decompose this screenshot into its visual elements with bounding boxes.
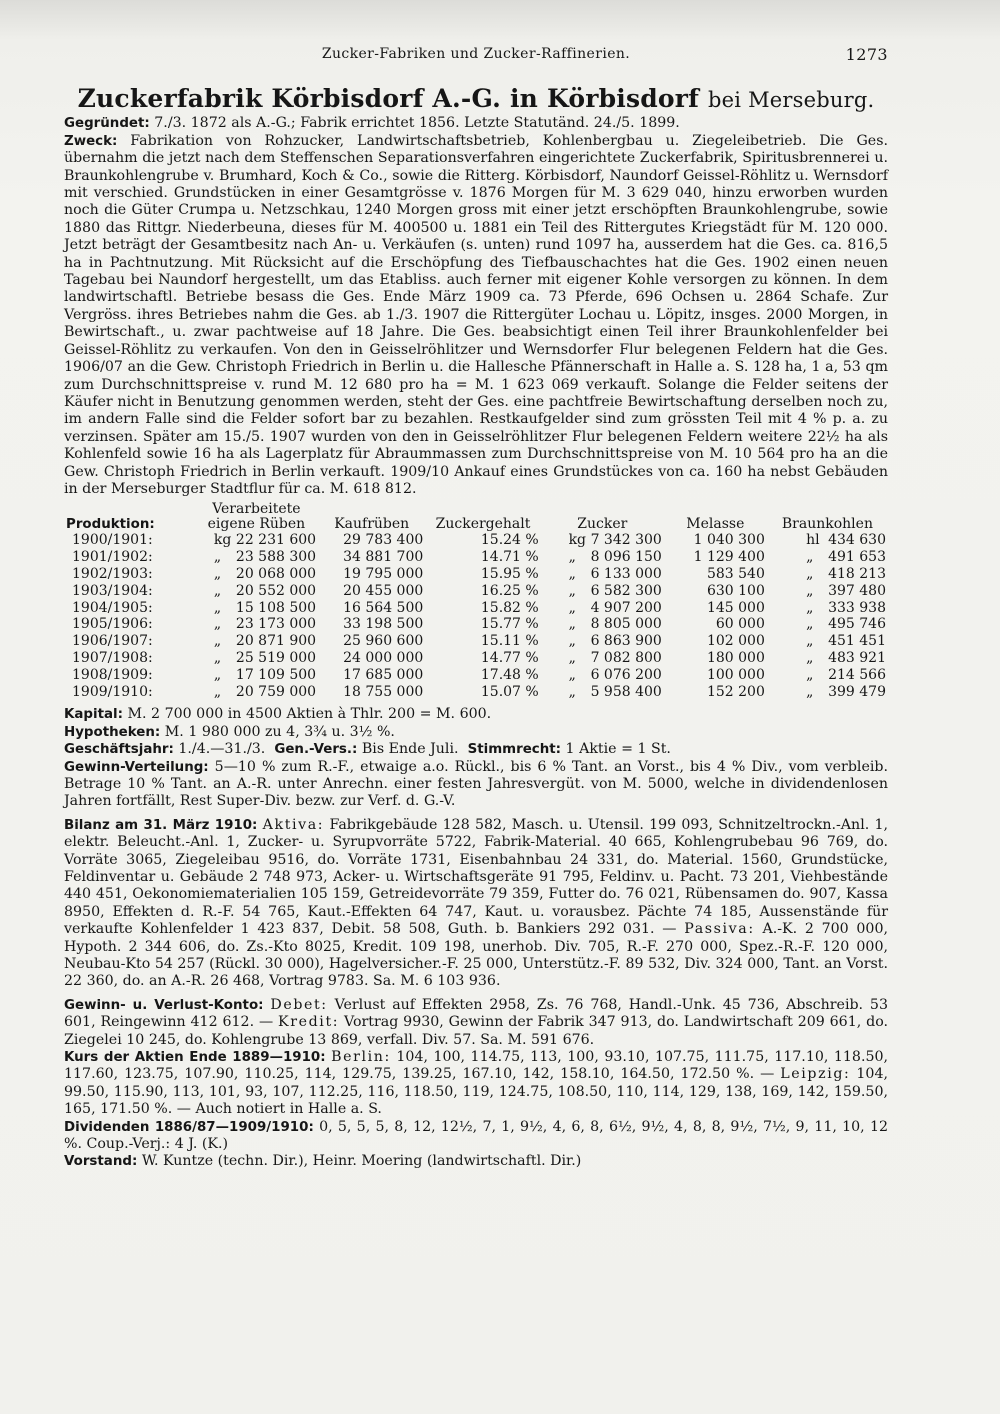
production-unit: „ (568, 599, 576, 616)
text-hypotheken: M. 1 980 000 zu 4, 3¾ u. 3½ %. (164, 723, 395, 740)
production-year: 1906/1907: (72, 633, 153, 650)
col-braunkohlen: Braunkohlen (781, 516, 873, 533)
production-kauf-cell (318, 684, 425, 701)
production-row (64, 600, 888, 617)
production-zucker: 6 582 300 (590, 582, 662, 599)
text-zweck: Fabrikation von Rohzucker, Landwirtschaftsbetrieb, Kohlenbergbau u. Ziegeleibetrieb. Die Ges. übernahm die jetzt nach dem Steffenschen Separationsverfahren eingerichtete Zuckerfabrik, Spiritusbrennerei u. Braunkohlengrube v. Brumhard, Koch & Co., sowie die Ritterg. Körbisdorf, Naundorf Geissel-Röhlitz u. Wernsdorf mit verschied. Grundstücken in einer Gesamtgrösse v. 1876 Morgen für M. 3 629 040, hinzu erworben wurden noch die Güter Crumpa u. Netzschkau, 1240 Morgen gross mit einer jetzt erschöpften Braunkohlengrube, sowie 1880 das Rittgr. Niederbeuna, dieses für M. 400500 u. 1881 ein Teil des Rittergutes Kriegstädt für M. 120 000. Jetzt beträgt der Gesamtbesitz nach An- u. Verkäufen (s. unten) rund 1097 ha, ausserdem hat die Ges. ca. 816,5 ha in Pachtnutzung. Mit Rücksicht auf die Erschöpfung des Tiefbauschachtes hat die Ges. 1902 einen neuen Tagebau bei Naundorf hergestellt, um das Etabliss. auch ferner mit eigener Kohle versorgen zu können. In dem landwirtschaftl. Betriebe besass die Ges. Ende März 1909 ca. 73 Pferde, 696 Ochsen u. 2864 Schafe. Zur Vergröss. ihres Betriebes nahm die Ges. ab 1./3. 1907 die Rittergüter Lochau u. Löpitz, insges. 2000 Morgen, in Bewirtschaft., u. zwar pachtweise auf 18 Jahre. Die Ges. beabsichtigt einen Teil ihrer Braunkohlenfelder bei Geissel-Röhlitz zu verkaufen. Von den in Geisselröhlitzer und Wernsdorfer Flur belegenen Feldern hat die Ges. 1906/07 an die Gew. Christoph Friedrich in Berlin u. die Hallesche Pfännerschaft in Halle a. S. 128 ha, 1 a, 53 qm zum Durchschnittspreise v. rund M. 12 680 pro ha = M. 1 623 069 verkauft. Solange die Felder seitens der Käufer nicht in Benutzung genommen werden, steht der Ges. eine pachtfreie Bewirtschaftung derselben noch zu, im andern Falle sind die Felder sofort bar zu bezahlen. Restkaufgelder sind zum grössten Teil mit 4 % p. a. zu verzinsen. Später am 15./5. 1907 wurden von den in Geisselröhlitzer Flur belegenen Feldern weitere 22½ ha als Kohlenfeld sowie 16 ha als Lagerplatz für Abraummassen zum Durchschnittspreise von M. 10 564 pro ha an die Gew. Christoph Friedrich in Berlin verkauft. 1909/10 Ankauf eines Grundstückes von ca. 160 ha nebst Gebäuden in der Merseburger Stadtflur für ca. M. 618 812. (64, 132, 888, 497)
production-year: 1900/1901: (72, 532, 153, 549)
production-eigene: 20 552 000 (235, 582, 317, 599)
production-zucker-cell (541, 616, 664, 633)
production-unit: „ (806, 683, 814, 700)
production-eigene-cell (195, 616, 318, 633)
production-unit: „ (806, 616, 814, 633)
production-gehalt: 15.77 % (480, 616, 539, 633)
production-kohlen: 214 566 (828, 666, 886, 683)
production-unit: hl (806, 532, 820, 549)
production-row (64, 633, 888, 650)
label-dividenden: Dividenden 1886/87—1909/1910: (64, 1119, 314, 1135)
production-year: 1907/1908: (72, 649, 153, 666)
production-melasse-cell (664, 532, 767, 549)
page-number: 1273 (845, 45, 888, 64)
production-unit: „ (568, 616, 576, 633)
production-kohlen-cell (767, 583, 888, 600)
section-geschaeftsjahr (64, 741, 888, 758)
production-unit: „ (213, 599, 222, 616)
production-melasse: 145 000 (706, 599, 765, 616)
text-genvers: Bis Ende Juli. (361, 741, 459, 758)
production-melasse: 100 000 (706, 666, 765, 683)
label-gewinnverteilung: Gewinn-Verteilung: (64, 759, 209, 775)
production-zucker: 7 082 800 (590, 649, 662, 666)
production-year: 1905/1906: (72, 616, 153, 633)
production-year: 1903/1904: (72, 582, 153, 599)
production-gehalt-cell (425, 667, 540, 684)
production-zucker-cell (541, 583, 664, 600)
production-eigene: 15 108 500 (235, 599, 317, 616)
production-year: 1909/1910: (72, 683, 153, 700)
text-dividenden: 0, 5, 5, 5, 8, 12, 12½, 7, 1, 9½, 4, 6, 8, 6½, 9½, 4, 8, 8, 9½, 7½, 9, 11, 10, 12 %. Coup.-Verj.: 4 J. (K.) (64, 1118, 888, 1153)
production-kauf: 17 685 000 (343, 666, 424, 683)
production-gehalt: 17.48 % (480, 666, 539, 683)
running-header (64, 46, 888, 70)
label-vorstand: Vorstand: (64, 1154, 138, 1170)
text-gewinnverteilung: 5—10 % zum R.-F., etwaige a.o. Rückl., bis 6 % Tant. an Vorst., bis 4 % Div., vom verbleib. Betrage 10 % Tant. an A.-R. unter Anrechn. einer festen Jahresvergüt. von M. 5000, welche in dividendenlosen Jahren fortfällt, Rest Super-Div. bezw. zur Verf. d. G.-V. (64, 758, 888, 810)
text-stimmrecht: 1 Aktie = 1 St. (565, 741, 671, 758)
production-unit: „ (568, 549, 576, 566)
production-melasse: 630 100 (706, 582, 765, 599)
production-melasse: 1 040 300 (693, 532, 765, 549)
production-kauf-cell (318, 532, 425, 549)
production-gehalt-cell (425, 600, 540, 617)
production-eigene: 25 519 000 (235, 649, 317, 666)
production-gehalt: 14.71 % (480, 549, 539, 566)
production-kohlen-cell (767, 650, 888, 667)
production-eigene-cell (195, 684, 318, 701)
production-eigene: 20 871 900 (235, 633, 317, 650)
label-passiva: Passiva: (684, 921, 755, 938)
production-melasse: 102 000 (706, 633, 765, 650)
company-place: bei Merseburg. (708, 88, 875, 112)
production-row (64, 583, 888, 600)
production-unit: „ (568, 666, 576, 683)
production-kohlen: 333 938 (828, 599, 886, 616)
production-unit: „ (213, 582, 222, 599)
production-unit: „ (806, 549, 814, 566)
production-unit: „ (213, 549, 222, 566)
production-unit: „ (213, 649, 222, 666)
production-kauf: 24 000 000 (343, 649, 424, 666)
production-zucker: 7 342 300 (590, 532, 662, 549)
label-stimmrecht: Stimmrecht: (467, 742, 562, 758)
production-gehalt: 15.07 % (480, 683, 539, 700)
section-dividenden (64, 1119, 888, 1154)
production-gehalt: 16.25 % (480, 582, 539, 599)
production-eigene: 22 231 600 (235, 532, 317, 549)
label-berlin: Berlin: (331, 1049, 391, 1066)
production-unit: „ (806, 666, 814, 683)
company-title (64, 84, 888, 113)
production-unit: „ (806, 649, 814, 666)
production-unit: „ (806, 633, 814, 650)
production-kauf-cell (318, 583, 425, 600)
production-unit: „ (213, 683, 222, 700)
col-kaufrueben: Kaufrüben (334, 516, 410, 533)
production-melasse-cell (664, 549, 767, 566)
production-kohlen-cell (767, 684, 888, 701)
production-row (64, 650, 888, 667)
production-zucker-cell (541, 650, 664, 667)
production-zucker: 8 805 000 (590, 616, 662, 633)
production-zucker-cell (541, 684, 664, 701)
production-kohlen-cell (767, 633, 888, 650)
production-unit: „ (213, 616, 222, 633)
text-kapital: M. 2 700 000 in 4500 Aktien à Thlr. 200 = M. 600. (127, 706, 492, 723)
production-year: 1908/1909: (72, 666, 153, 683)
production-body (64, 532, 888, 700)
production-unit: „ (568, 633, 576, 650)
running-title: Zucker-Fabriken und Zucker-Raffinerien. (321, 46, 631, 62)
production-melasse-cell (664, 616, 767, 633)
label-zweck: Zweck: (64, 133, 118, 149)
production-melasse: 1 129 400 (693, 549, 765, 566)
production-gehalt: 15.11 % (480, 633, 539, 650)
production-kohlen-cell (767, 667, 888, 684)
production-zucker-cell (541, 600, 664, 617)
label-gegruendet: Gegründet: (64, 116, 150, 132)
text-aktiva: Fabrikgebäude 128 582, Masch. u. Utensil. 199 093, Schnitzeltrockn.-Anl. 1, elektr. Beleucht.-Anl. 1, Zucker- u. Syrupvorräte 5722, Fabrik-Material. 40 665, Kohlengrubebau 96 769, do. Vorräte 3065, Ziegeleibau 9516, do. Vorräte 1731, Eisenbahnbau 24 331, do. Material. 1560, Grundstücke, Feldinventar u. Gebäude 2 748 973, Acker- u. Wirtschaftsgeräte 91 795, Feldinv. u. Pacht. 73 201, Viehbestände 440 451, Oekonomiematerialien 105 159, Getreidevorräte 79 359, Futter do. 76 021, Rübensamen do. 907, Kassa 8950, Effekten d. R.-F. 54 765, Kaut.-Effekten 64 747, Kaut. u. vorausbez. Pächte 74 185, Aussenstände für verkaufte Kohlenfelder 1 423 837, Debit. 58 508, Guth. b. Bankiers 292 031. — (64, 816, 889, 938)
production-kohlen: 491 653 (828, 549, 886, 566)
production-unit: „ (806, 582, 814, 599)
production-eigene-cell (195, 583, 318, 600)
production-table (64, 502, 888, 700)
production-unit: „ (806, 599, 814, 616)
label-debet: Debet: (270, 996, 328, 1013)
production-kohlen: 451 451 (828, 633, 886, 650)
section-zweck (64, 133, 888, 499)
production-eigene: 17 109 500 (235, 666, 317, 683)
production-label: Produktion: (66, 517, 155, 533)
label-geschaeftsjahr: Geschäftsjahr: (64, 742, 174, 758)
production-row (64, 684, 888, 701)
text-leipzig: 104, 99.50, 115.90, 113, 101, 93, 107, 112.25, 116, 118.50, 119, 124.75, 108.50, 110, 114, 129, 138, 169, 142, 159.50, 165, 171.50 %. — Auch notiert in Halle a. S. (64, 1066, 888, 1118)
production-kohlen: 418 213 (828, 565, 886, 582)
production-year: 1904/1905: (72, 599, 153, 616)
production-kauf: 19 795 000 (343, 565, 424, 582)
production-kohlen: 399 479 (828, 683, 886, 700)
production-zucker: 5 958 400 (590, 683, 662, 700)
production-zucker-cell (541, 549, 664, 566)
text-vorstand: W. Kuntze (techn. Dir.), Heinr. Moering (landwirtschaftl. Dir.) (141, 1153, 582, 1170)
production-melasse-cell (664, 600, 767, 617)
production-kohlen: 483 921 (828, 649, 886, 666)
section-gewinnverteilung (64, 759, 888, 811)
production-row (64, 532, 888, 549)
label-leipzig: Leipzig: (780, 1066, 851, 1083)
production-eigene-cell (195, 633, 318, 650)
production-kauf: 34 881 700 (343, 549, 424, 566)
label-kredit: Kredit: (278, 1014, 340, 1031)
production-gehalt: 15.82 % (480, 599, 539, 616)
production-kohlen-cell (767, 616, 888, 633)
production-melasse-cell (664, 650, 767, 667)
production-unit: „ (213, 666, 222, 683)
production-kohlen: 434 630 (828, 532, 886, 549)
production-gehalt-cell (425, 684, 540, 701)
production-melasse-cell (664, 633, 767, 650)
production-melasse-cell (664, 667, 767, 684)
production-kohlen-cell (767, 566, 888, 583)
production-unit: „ (806, 565, 814, 582)
col-eigene-rueben: Verarbeitete eigene Rüben (207, 501, 306, 533)
production-eigene-cell (195, 532, 318, 549)
production-melasse-cell (664, 566, 767, 583)
text-passiva: A.-K. 2 700 000, Hypoth. 2 344 606, do. Zs.-Kto 8025, Kredit. 109 198, unerhob. Div. 705, R.-F. 270 000, Spez.-R.-F. 120 000, Neubau-Kto 54 257 (Rückl. 30 000), Hagelversicher.-F. 25 000, Unterstütz.-F. 89 532, Div. 324 000, Tant. an Vorst. 22 360, do. an A.-R. 26 468, Vortrag 9783. Sa. M. 6 103 936. (64, 921, 888, 990)
production-kauf: 25 960 600 (343, 633, 424, 650)
production-melasse: 583 540 (706, 565, 765, 582)
production-unit: „ (213, 565, 222, 582)
production-year: 1902/1903: (72, 565, 153, 582)
production-header-row (64, 502, 888, 532)
col-melasse: Melasse (686, 516, 745, 533)
production-row (64, 566, 888, 583)
production-eigene: 23 588 300 (235, 549, 317, 566)
production-kohlen-cell (767, 532, 888, 549)
production-eigene-cell (195, 566, 318, 583)
production-kauf: 16 564 500 (343, 599, 424, 616)
production-zucker: 4 907 200 (590, 599, 662, 616)
production-kauf-cell (318, 616, 425, 633)
text-berlin: 104, 100, 114.75, 113, 100, 93.10, 107.75, 111.75, 117.10, 118.50, 117.60, 123.75, 107.90, 110.25, 114, 129.75, 139.25, 167.10, 142, 158.10, 164.50, 172.50 %. — (64, 1049, 889, 1083)
text-debet: Verlust auf Effekten 2958, Zs. 76 768, Handl.-Unk. 45 736, Abschreib. 53 601, Reingewinn 412 612. — (64, 996, 888, 1031)
production-row (64, 616, 888, 633)
production-gehalt: 15.24 % (480, 532, 539, 549)
production-row (64, 549, 888, 566)
production-gehalt: 14.77 % (480, 649, 539, 666)
production-eigene: 20 068 000 (235, 565, 317, 582)
production-zucker: 6 863 900 (590, 633, 662, 650)
production-eigene: 23 173 000 (235, 616, 317, 633)
production-unit: „ (568, 649, 576, 666)
production-kauf: 29 783 400 (343, 532, 424, 549)
company-name: Zuckerfabrik Körbisdorf A.-G. in Körbisdorf (77, 84, 700, 113)
production-unit: „ (213, 633, 222, 650)
col-zucker: Zucker (577, 516, 628, 533)
production-kauf-cell (318, 650, 425, 667)
production-unit: kg (568, 532, 587, 549)
production-zucker-cell (541, 566, 664, 583)
production-kauf: 18 755 000 (343, 683, 424, 700)
label-genvers: Gen.-Vers.: (274, 742, 358, 758)
production-kauf-cell (318, 549, 425, 566)
section-kapital (64, 706, 888, 723)
production-unit: „ (568, 582, 576, 599)
production-zucker: 6 133 000 (590, 565, 662, 582)
production-melasse-cell (664, 583, 767, 600)
production-melasse: 60 000 (715, 616, 765, 633)
production-eigene: 20 759 000 (235, 683, 317, 700)
label-kapital: Kapital: (64, 707, 123, 723)
production-kohlen-cell (767, 600, 888, 617)
production-kauf-cell (318, 566, 425, 583)
production-zucker-cell (541, 633, 664, 650)
production-unit: „ (568, 565, 576, 582)
production-kauf-cell (318, 600, 425, 617)
label-aktiva: Aktiva: (262, 816, 325, 833)
production-kohlen: 495 746 (828, 616, 886, 633)
production-unit: kg (213, 532, 232, 549)
production-zucker: 6 076 200 (590, 666, 662, 683)
production-gehalt-cell (425, 633, 540, 650)
production-zucker-cell (541, 667, 664, 684)
section-kurs (64, 1049, 888, 1119)
production-gehalt-cell (425, 583, 540, 600)
section-hypotheken (64, 724, 888, 741)
production-gehalt-cell (425, 650, 540, 667)
production-unit: „ (568, 683, 576, 700)
production-melasse: 152 200 (706, 683, 765, 700)
section-bilanz (64, 817, 888, 991)
label-kurs: Kurs der Aktien Ende 1889—1910: (64, 1050, 326, 1066)
production-zucker-cell (541, 532, 664, 549)
text-geschaeftsjahr: 1./4.—31./3. (178, 741, 266, 758)
production-gehalt-cell (425, 532, 540, 549)
production-kauf: 20 455 000 (343, 582, 424, 599)
production-gehalt-cell (425, 566, 540, 583)
col-zuckergehalt: Zuckergehalt (435, 516, 531, 533)
section-gewinnkonto (64, 997, 888, 1049)
production-gehalt-cell (425, 549, 540, 566)
production-kauf-cell (318, 667, 425, 684)
page-content (64, 46, 888, 1171)
label-gewinnkonto: Gewinn- u. Verlust-Konto: (64, 997, 264, 1013)
production-gehalt-cell (425, 616, 540, 633)
label-hypotheken: Hypotheken: (64, 724, 161, 740)
section-gegruendet (64, 115, 888, 132)
text-gegruendet: 7./3. 1872 als A.-G.; Fabrik errichtet 1856. Letzte Statutänd. 24./5. 1899. (154, 115, 680, 132)
production-eigene-cell (195, 600, 318, 617)
production-zucker: 8 096 150 (590, 549, 662, 566)
production-year: 1901/1902: (72, 549, 153, 566)
label-bilanz: Bilanz am 31. März 1910: (64, 817, 258, 833)
section-vorstand (64, 1153, 888, 1170)
production-kohlen: 397 480 (828, 582, 886, 599)
production-kauf: 33 198 500 (343, 616, 424, 633)
production-eigene-cell (195, 650, 318, 667)
production-eigene-cell (195, 667, 318, 684)
production-kohlen-cell (767, 549, 888, 566)
text-kredit: Vortrag 9930, Gewinn der Fabrik 347 913, do. Landwirtschaft 209 661, do. Ziegelei 10 245, do. Kohlengrube 13 869, verfall. Div. 57. Sa. M. 591 676. (64, 1014, 888, 1048)
production-row (64, 667, 888, 684)
production-gehalt: 15.95 % (480, 565, 539, 582)
production-melasse-cell (664, 684, 767, 701)
production-kauf-cell (318, 633, 425, 650)
production-eigene-cell (195, 549, 318, 566)
production-melasse: 180 000 (706, 649, 765, 666)
